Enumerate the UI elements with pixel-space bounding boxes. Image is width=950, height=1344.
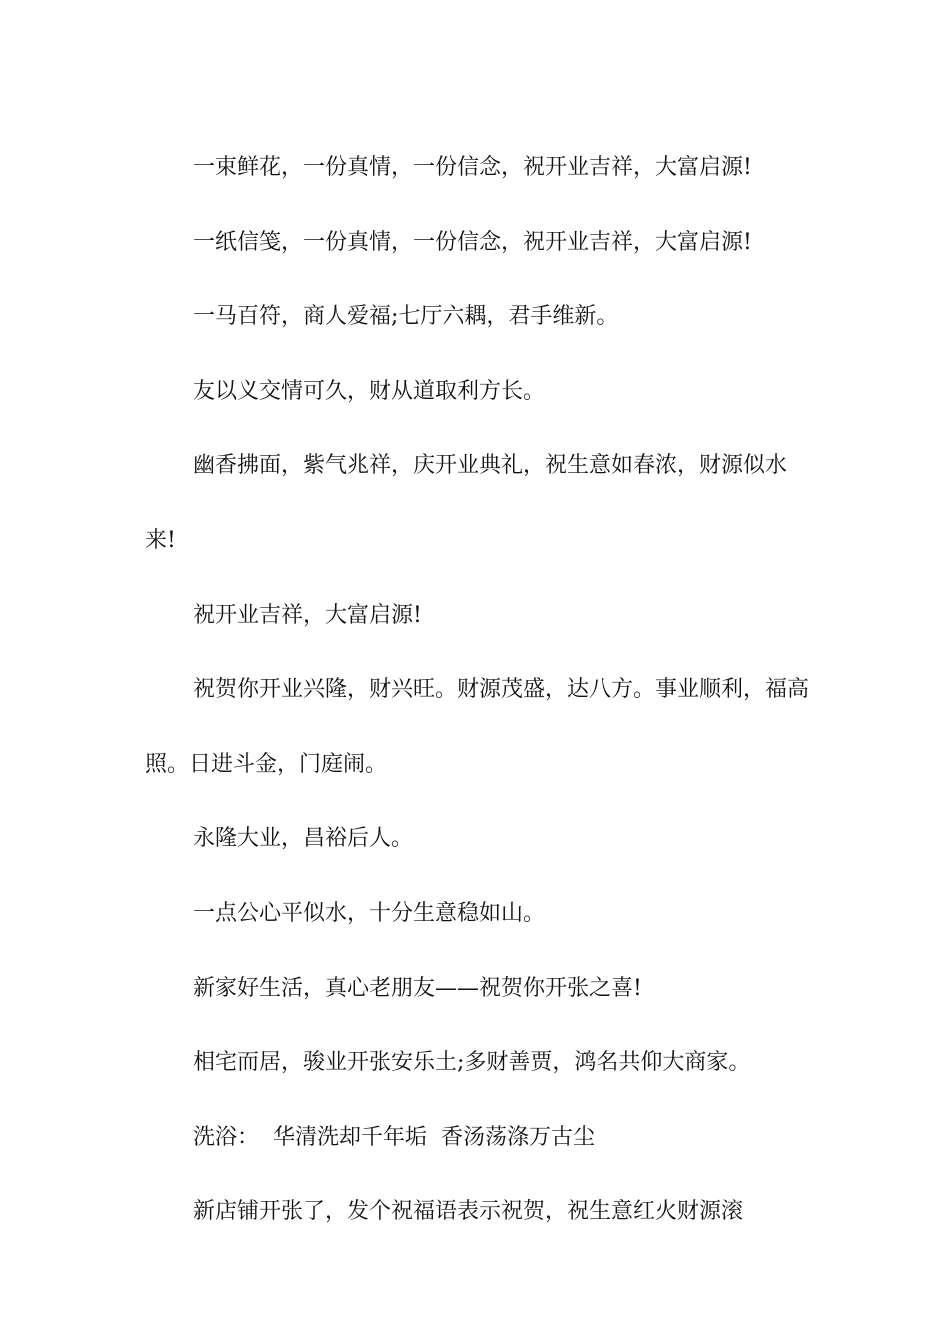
paragraph-2: 一纸信笺，一份真情，一份信念，祝开业吉祥，大富启源!	[193, 229, 752, 255]
document-body	[145, 131, 815, 1250]
paragraph-10: 新家好生活，真心老朋友——祝贺你开张之喜!	[193, 975, 642, 1001]
paragraph-4: 友以义交情可久，财从道取利方长。	[193, 378, 546, 404]
paragraph-1: 一束鲜花，一份真情，一份信念，祝开业吉祥，大富启源!	[193, 155, 752, 180]
paragraph-13: 新店铺开张了，发个祝福语表示祝贺，祝生意红火财源滚	[193, 1199, 744, 1225]
paragraph-11: 相宅而居，骏业开张安乐土;多财善贾，鸿名共仰大商家。	[193, 1050, 751, 1076]
paragraph-12: 洗浴： 华清洗却千年垢 香汤荡涤万古尘	[193, 1124, 595, 1150]
paragraph-3: 一马百符，商人爱福;七厅六耦，君手维新。	[193, 304, 619, 330]
paragraph-9: 一点公心平似水，十分生意稳如山。	[193, 900, 546, 926]
paragraph-8: 永隆大业，昌裕后人。	[193, 826, 414, 852]
paragraph-5: 幽香拂面，紫气兆祥，庆开业典礼，祝生意如春浓，财源似水来!	[145, 453, 788, 553]
paragraph-6: 祝开业吉祥，大富启源!	[193, 602, 422, 628]
paragraph-7: 祝贺你开业兴隆，财兴旺。财源茂盛，达八方。事业顺利，福高照。日进斗金，门庭闹。	[145, 677, 810, 777]
